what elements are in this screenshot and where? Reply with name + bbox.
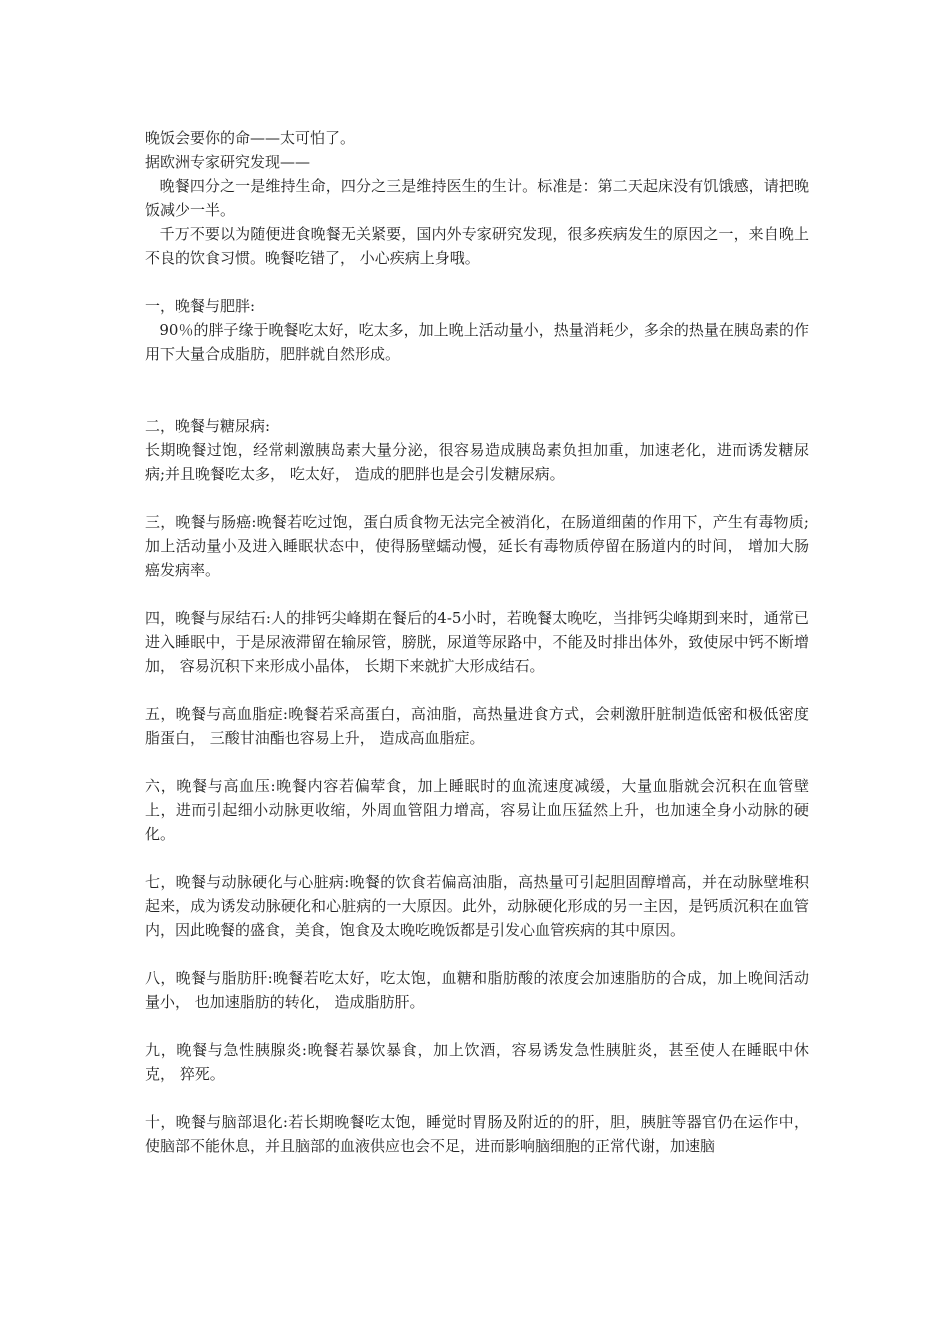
document-page [145, 126, 809, 1158]
section-7-paragraph: 七，晚餐与动脉硬化与心脏病:晚餐的饮食若偏高油脂，高热量可引起胆固醇增高，并在动脉壁堆积起来，成为诱发动脉硬化和心脏病的一大原因。此外，动脉硬化形成的另一主因，是钙质沉积在血管内，因此晚餐的盛食，美食，饱食及太晚吃晚饭都是引发心血管疾病的其中原因。 [145, 873, 809, 939]
section-2-body: 长期晚餐过饱，经常刺激胰岛素大量分泌，很容易造成胰岛素负担加重，加速老化，进而诱发糖尿病;并且晚餐吃太多， 吃太好， 造成的肥胖也是会引发糖尿病。 [145, 441, 809, 483]
section-5-paragraph: 五，晚餐与高血脂症:晚餐若采高蛋白，高油脂，高热量进食方式，会刺激肝脏制造低密和极低密度脂蛋白， 三酸甘油酯也容易上升， 造成高血脂症。 [145, 705, 809, 747]
paragraph-gap [145, 846, 809, 870]
section-9-paragraph: 九，晚餐与急性胰腺炎:晚餐若暴饮暴食，加上饮酒，容易诱发急性胰脏炎，甚至使人在睡眠中休克， 猝死。 [145, 1041, 809, 1083]
section-10-paragraph: 十，晚餐与脑部退化:若长期晚餐吃太饱，睡觉时胃肠及附近的的肝，胆，胰脏等器官仍在运作中，使脑部不能休息，并且脑部的血液供应也会不足，进而影响脑细胞的正常代谢，加速脑 [145, 1113, 809, 1155]
paragraph-gap [145, 582, 809, 606]
paragraph-gap [145, 366, 809, 414]
section-1-heading: 一，晚餐与肥胖: [145, 297, 256, 315]
paragraph-gap [145, 942, 809, 966]
section-4-paragraph: 四，晚餐与尿结石:人的排钙尖峰期在餐后的4-5小时，若晚餐太晚吃，当排钙尖峰期到来时，通常已进入睡眠中，于是尿液滞留在输尿管，膀胱，尿道等尿路中，不能及时排出体外，致使尿中钙不断增加， 容易沉积下来形成小晶体， 长期下来就扩大形成结石。 [145, 609, 809, 675]
paragraph-gap [145, 1086, 809, 1110]
section-2-heading: 二，晚餐与糖尿病: [145, 417, 271, 435]
section-3-paragraph: 三，晚餐与肠癌:晚餐若吃过饱，蛋白质食物无法完全被消化，在肠道细菌的作用下，产生有毒物质;加上活动量小及进入睡眠状态中，使得肠壁蠕动慢，延长有毒物质停留在肠道内的时间， 增加大肠癌发病率。 [145, 513, 809, 579]
paragraph-gap [145, 486, 809, 510]
paragraph-gap [145, 270, 809, 294]
section-1-body: 90％的胖子缘于晚餐吃太好，吃太多，加上晚上活动量小，热量消耗少，多余的热量在胰岛素的作用下大量合成脂肪，肥胖就自然形成。 [145, 321, 809, 363]
intro-paragraph-2: 千万不要以为随便进食晚餐无关紧要，国内外专家研究发现，很多疾病发生的原因之一，来自晚上不良的饮食习惯。晚餐吃错了， 小心疾病上身哦。 [145, 225, 809, 267]
paragraph-gap [145, 750, 809, 774]
section-8-paragraph: 八，晚餐与脂肪肝:晚餐若吃太好，吃太饱，血糖和脂肪酸的浓度会加速脂肪的合成，加上晚间活动量小， 也加速脂肪的转化， 造成脂肪肝。 [145, 969, 809, 1011]
paragraph-gap [145, 678, 809, 702]
section-6-paragraph: 六，晚餐与高血压:晚餐内容若偏荤食，加上睡眠时的血流速度减缓，大量血脂就会沉积在血管壁上，进而引起细小动脉更收缩，外周血管阻力增高，容易让血压猛然上升，也加速全身小动脉的硬化。 [145, 777, 809, 843]
title-line: 晚饭会要你的命——太可怕了。 [145, 129, 356, 147]
source-line: 据欧洲专家研究发现—— [145, 153, 311, 171]
intro-paragraph-1: 晚餐四分之一是维持生命，四分之三是维持医生的生计。标准是：第二天起床没有饥饿感，请把晚饭减少一半。 [145, 177, 809, 219]
paragraph-gap [145, 1014, 809, 1038]
